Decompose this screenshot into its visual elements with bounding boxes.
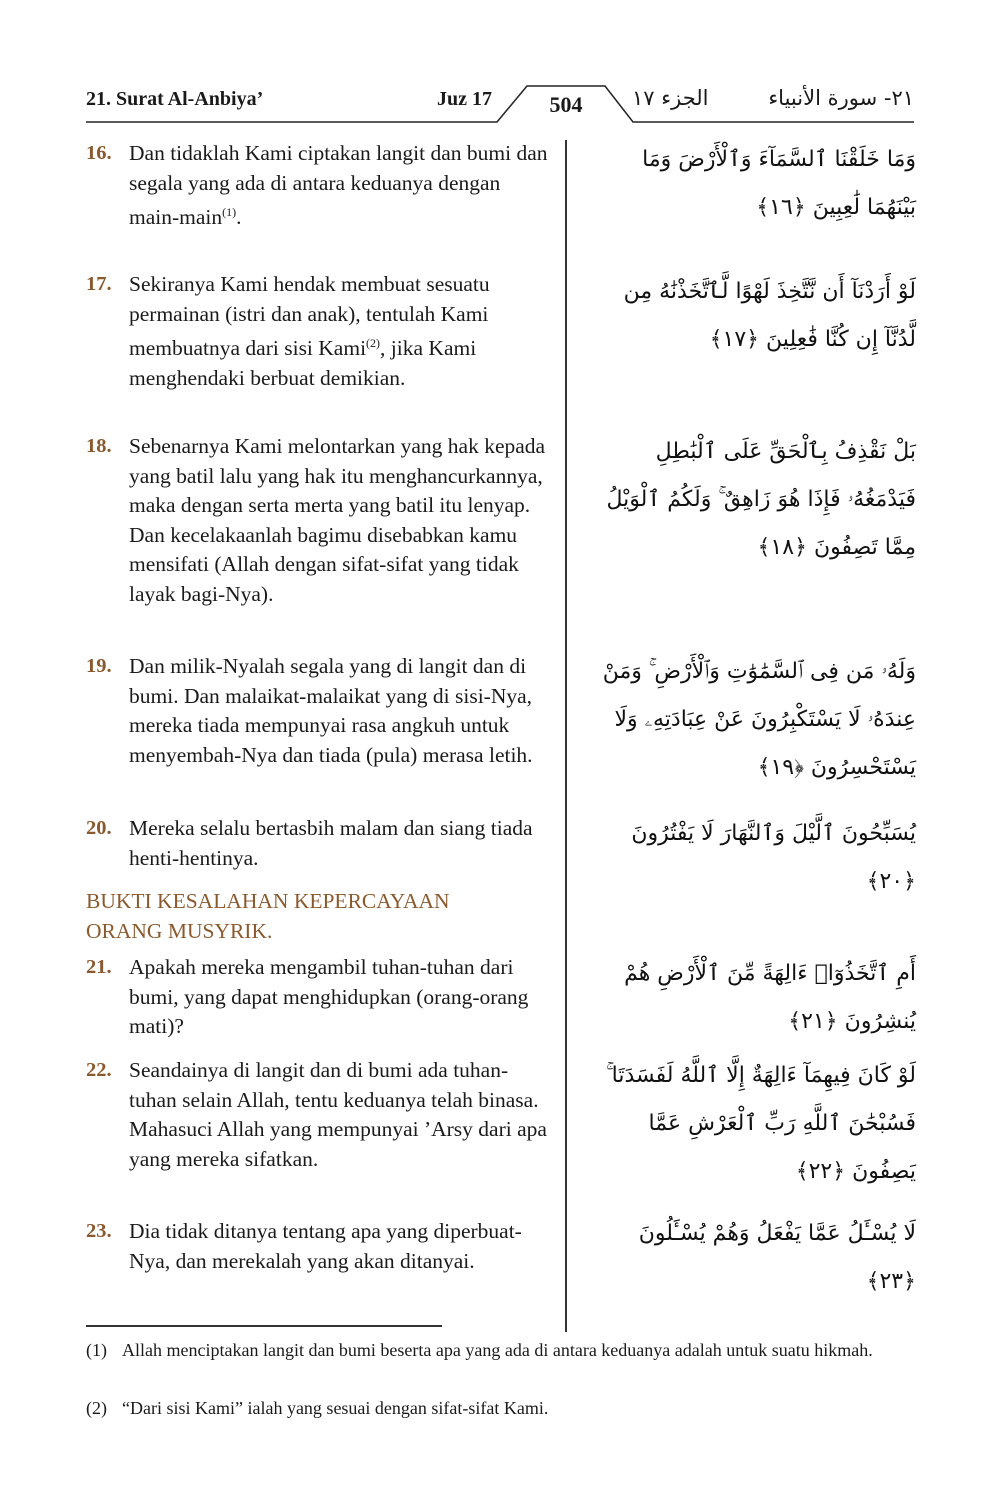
verse-20-arabic: يُسَبِّحُونَ ٱلَّيْلَ وَٱلنَّهَارَ لَا يَفْتُرُونَ ﴿٢٠﴾ <box>631 821 916 894</box>
juz-label-arabic: الجزء ١٧ <box>632 86 709 110</box>
verse-translation: Seandainya di langit dan di bumi ada tuhan-tuhan selain Allah, tentu keduanya telah binasa. Mahasuci Allah yang mempunyai ’Arsy dari apa yang mereka sifatkan. <box>129 1058 547 1171</box>
surah-title-latin: 21. Surat Al-Anbiya’ <box>86 88 264 110</box>
footnote-label: (1) <box>86 1340 107 1360</box>
verse-18-arabic: بَلْ نَقْذِفُ بِٱلْحَقِّ عَلَى ٱلْبَٰطِلِ فَيَدْمَغُهُۥ فَإِذَا هُوَ زَاهِقٌ ۚ وَلَكُمُ ٱلْوَيْلُ مِمَّا تَصِفُونَ ﴿١٨﴾ <box>606 439 916 560</box>
verse-17-arabic: لَوْ أَرَدْنَآ أَن نَّتَّخِذَ لَهْوًا لَّٱتَّخَذْنَٰهُ مِن لَّدُنَّآ إِن كُنَّا فَٰعِلِينَ ﴿١٧﴾ <box>623 279 916 352</box>
footnote-text: Allah menciptakan langit dan bumi beserta apa yang ada di antara keduanya adalah untuk suatu hikmah. <box>122 1340 873 1360</box>
footnote-label: (2) <box>86 1398 107 1418</box>
column-divider <box>565 140 567 1332</box>
verse-number: 17. <box>86 273 112 295</box>
verse-translation: Apakah mereka mengambil tuhan-tuhan dari bumi, yang dapat menghidupkan (orang-orang mati)? <box>129 955 529 1038</box>
verse-translation: Dan milik-Nyalah segala yang di langit dan di bumi. Dan malaikat-malaikat yang di sisi-Nya, mereka tiada mempunyai rasa angkuh untuk menyembah-Nya dan tiada (pula) merasa letih. <box>129 654 533 767</box>
footnote-marker[interactable]: (1) <box>222 205 237 219</box>
section-heading: BUKTI KESALAHAN KEPERCAYAAN ORANG MUSYRIK. <box>86 889 450 943</box>
verse-translation: Dia tidak ditanya tentang apa yang diperbuat-Nya, dan merekalah yang akan ditanyai. <box>129 1219 522 1273</box>
footnote-rule <box>86 1325 442 1327</box>
page-number: 504 <box>549 92 583 117</box>
verse-22-arabic: لَوْ كَانَ فِيهِمَآ ءَالِهَةٌ إِلَّا ٱللَّهُ لَفَسَدَتَا ۚ فَسُبْحَٰنَ ٱللَّهِ رَبِّ ٱلْعَرْشِ عَمَّا يَصِفُونَ ﴿٢٢﴾ <box>606 1063 916 1184</box>
header-rule <box>0 0 1000 140</box>
verse-number: 22. <box>86 1059 112 1081</box>
footnote-text: “Dari sisi Kami” ialah yang sesuai dengan sifat-sifat Kami. <box>122 1398 549 1418</box>
juz-label-latin: Juz 17 <box>437 88 492 110</box>
verse-23-arabic: لَا يُسْـَٔلُ عَمَّا يَفْعَلُ وَهُمْ يُسْـَٔلُونَ ﴿٢٣﴾ <box>638 1221 916 1294</box>
verse-number: 21. <box>86 956 112 978</box>
verse-number: 16. <box>86 142 112 164</box>
verse-number: 23. <box>86 1220 112 1242</box>
verse-number: 19. <box>86 655 112 677</box>
verse-19-arabic: وَلَهُۥ مَن فِى ٱلسَّمَٰوَٰتِ وَٱلْأَرْضِ ۚ وَمَنْ عِندَهُۥ لَا يَسْتَكْبِرُونَ عَنْ عِبَادَتِهِۦ وَلَا يَسْتَحْسِرُونَ ﴿١٩﴾ <box>602 659 916 780</box>
verse-translation: Mereka selalu bertasbih malam dan siang tiada henti-hentinya. <box>129 816 533 870</box>
verse-number: 18. <box>86 435 112 457</box>
verse-number: 20. <box>86 817 112 839</box>
verse-21-arabic: أَمِ ٱتَّخَذُوٓا۟ ءَالِهَةً مِّنَ ٱلْأَرْضِ هُمْ يُنشِرُونَ ﴿٢١﴾ <box>624 961 916 1034</box>
verse-translation: Sebenarnya Kami melontarkan yang hak kepada yang batil lalu yang hak itu menghancurkannya, maka dengan serta merta yang batil itu lenyap. Dan kecelakaanlah bagimu disebabkan kamu mensifati (Allah dengan sifat-sifat yang tidak layak bagi-Nya). <box>129 434 546 606</box>
verse-translation: Dan tidaklah Kami ciptakan langit dan bumi dan segala yang ada di antara keduanya dengan main-main$^{(1)}$. <box>129 141 548 230</box>
surah-title-arabic: ٢١- سورة الأنبياء <box>768 86 914 110</box>
footnote-marker[interactable]: (2) <box>366 336 381 350</box>
verse-translation: Sekiranya Kami hendak membuat sesuatu permainan (istri dan anak), tentulah Kami membuatnya dari sisi Kami$^{(2)}$, jika Kami menghendaki berbuat demikian. <box>129 272 490 390</box>
verse-16-arabic: وَمَا خَلَقْنَا ٱلسَّمَآءَ وَٱلْأَرْضَ وَمَا بَيْنَهُمَا لَٰعِبِينَ ﴿١٦﴾ <box>642 147 916 220</box>
